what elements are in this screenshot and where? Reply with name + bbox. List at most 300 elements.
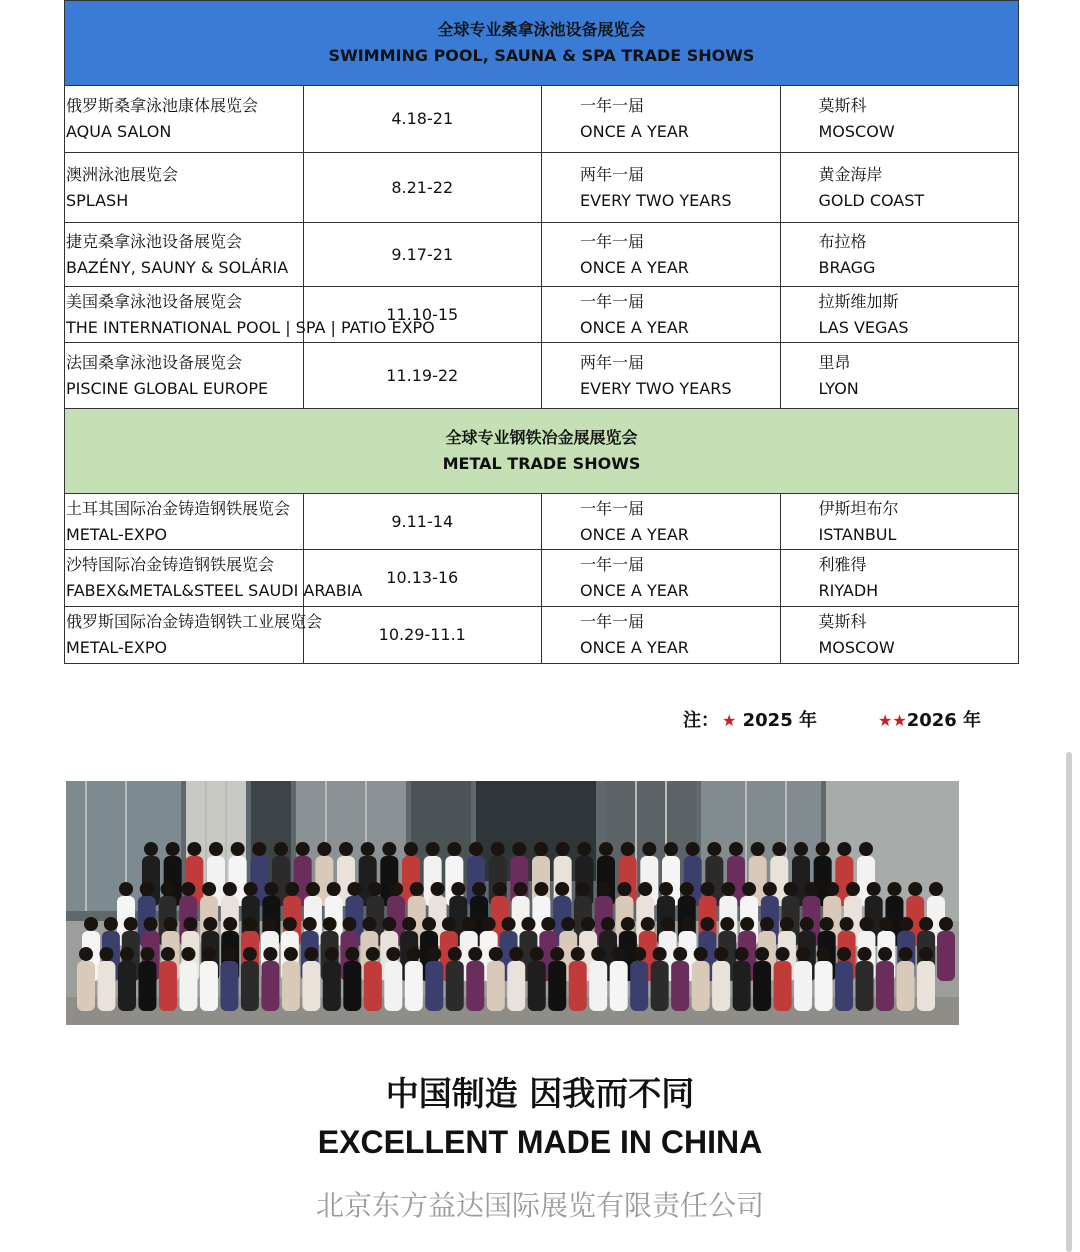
frequency-en: ONCE A YEAR (580, 581, 689, 600)
person-body (364, 961, 382, 1011)
city-cn: 黄金海岸 (818, 164, 883, 184)
person-head (327, 882, 341, 896)
person-head (794, 842, 808, 856)
person-head (661, 917, 675, 931)
person-body (589, 961, 607, 1011)
show-city (780, 86, 1019, 153)
person-head (867, 882, 881, 896)
person-head (345, 947, 359, 961)
frequency-en: EVERY TWO YEARS (580, 378, 732, 398)
person-head (700, 917, 714, 931)
person-head (653, 947, 667, 961)
person-head (283, 917, 297, 931)
show-date: 11.19-22 (303, 343, 542, 409)
person-body (630, 961, 648, 1011)
person-head (164, 917, 178, 931)
person-head (252, 842, 266, 856)
frequency-cn: 两年一届 (580, 352, 645, 372)
person-body (261, 961, 279, 1011)
person-body (343, 961, 361, 1011)
person-head (820, 917, 834, 931)
person-head (858, 947, 872, 961)
scrollbar[interactable] (1066, 752, 1072, 1252)
person-head (263, 947, 277, 961)
person-head (203, 917, 217, 931)
show-date: 10.29-11.1 (303, 607, 542, 664)
person-head (534, 882, 548, 896)
person-head (468, 947, 482, 961)
city-en: GOLD COAST (818, 190, 925, 210)
person-body (220, 961, 238, 1011)
person-head (859, 917, 873, 931)
show-date: 10.13-16 (303, 550, 542, 607)
show-city (780, 153, 1019, 223)
person-head (760, 917, 774, 931)
person-body (753, 961, 771, 1011)
table-row (65, 494, 1019, 550)
person-head (576, 882, 590, 896)
person-head (493, 882, 507, 896)
show-name (65, 343, 304, 409)
person-body (876, 961, 894, 1011)
table-row (65, 343, 1019, 409)
person-body (384, 961, 402, 1011)
person-head (550, 947, 564, 961)
person-body (405, 961, 423, 1011)
table-row (65, 607, 1019, 664)
person-head (491, 842, 505, 856)
show-name-cn: 土耳其国际冶金铸造钢铁展览会 (66, 498, 291, 518)
person-body (507, 961, 525, 1011)
person-head (144, 842, 158, 856)
person-body (77, 961, 95, 1011)
frequency-cn: 一年一届 (580, 291, 645, 311)
frequency-cn: 一年一届 (580, 612, 645, 631)
person-head (751, 842, 765, 856)
person-head (410, 882, 424, 896)
person-head (187, 842, 201, 856)
pool-title-cn: 全球专业桑拿泳池设备展览会 (437, 20, 646, 39)
frequency-en: ONCE A YEAR (580, 122, 689, 141)
show-name-en: THE INTERNATIONAL POOL | SPA | PATIO EXPO (66, 317, 435, 337)
person-head (181, 882, 195, 896)
year-legend (0, 706, 1080, 736)
city-cn: 莫斯科 (818, 96, 867, 115)
slogan-english: EXCELLENT MADE IN CHINA (317, 1124, 763, 1160)
person-head (202, 947, 216, 961)
person-head (386, 947, 400, 961)
person-head (673, 947, 687, 961)
person-head (707, 842, 721, 856)
person-head (632, 947, 646, 961)
person-head (140, 882, 154, 896)
person-head (591, 947, 605, 961)
person-head (740, 917, 754, 931)
trade-show-table (64, 0, 1019, 664)
group-photo-icon (66, 781, 959, 1025)
person-head (202, 882, 216, 896)
show-name-en: METAL-EXPO (66, 524, 168, 544)
person-head (285, 882, 299, 896)
city-en: LAS VEGAS (818, 317, 909, 337)
show-name (65, 86, 304, 153)
show-name-en: SPLASH (66, 190, 129, 210)
person-head (581, 917, 595, 931)
show-city (780, 550, 1019, 607)
show-frequency (542, 223, 781, 287)
person-head (339, 842, 353, 856)
slogan-chinese: 中国制造 因我而不同 (385, 1074, 695, 1113)
person-head (714, 947, 728, 961)
person-head (161, 882, 175, 896)
show-date: 11.10-15 (303, 287, 542, 343)
person-head (512, 842, 526, 856)
show-name-cn: 澳洲泳池展览会 (66, 164, 179, 184)
person-head (556, 842, 570, 856)
show-date: 9.11-14 (303, 494, 542, 550)
person-head (530, 947, 544, 961)
frequency-cn: 一年一届 (580, 96, 645, 115)
person-head (577, 842, 591, 856)
person-body (917, 961, 935, 1011)
person-head (817, 947, 831, 961)
person-head (347, 882, 361, 896)
person-body (835, 961, 853, 1011)
show-date: 4.18-21 (303, 86, 542, 153)
legend-2025 (722, 706, 817, 732)
person-head (209, 842, 223, 856)
person-head (426, 842, 440, 856)
show-name-cn: 美国桑拿泳池设备展览会 (66, 291, 243, 311)
person-body (671, 961, 689, 1011)
person-head (879, 917, 893, 931)
person-head (664, 842, 678, 856)
show-name (65, 550, 363, 607)
person-head (509, 947, 523, 961)
person-head (825, 882, 839, 896)
show-frequency (542, 86, 781, 153)
person-head (878, 947, 892, 961)
person-head (382, 917, 396, 931)
show-name-en: AQUA SALON (66, 122, 172, 141)
show-name-cn: 俄罗斯桑拿泳池康体展览会 (66, 96, 259, 115)
person-head (686, 842, 700, 856)
person-body (97, 961, 115, 1011)
person-head (181, 947, 195, 961)
person-head (140, 947, 154, 961)
person-head (447, 842, 461, 856)
city-cn: 布拉格 (818, 231, 867, 251)
person-body (528, 961, 546, 1011)
person-head (448, 947, 462, 961)
show-name-cn: 捷克桑拿泳池设备展览会 (66, 231, 243, 251)
person-body (733, 961, 751, 1011)
city-en: RIYADH (818, 581, 879, 600)
person-head (742, 882, 756, 896)
show-city (780, 343, 1019, 409)
person-head (389, 882, 403, 896)
metal-title-en: METAL TRADE SHOWS (442, 454, 641, 473)
person-head (521, 917, 535, 931)
person-head (161, 947, 175, 961)
person-head (422, 917, 436, 931)
legend-2026 (878, 706, 981, 732)
person-body (610, 961, 628, 1011)
person-head (763, 882, 777, 896)
person-head (325, 947, 339, 961)
frequency-en: ONCE A YEAR (580, 524, 689, 544)
person-body (794, 961, 812, 1011)
city-cn: 伊斯坦布尔 (818, 498, 899, 518)
pool-section-header (65, 1, 1019, 86)
star-icon: ★ (722, 711, 737, 730)
person-head (303, 917, 317, 931)
show-city (780, 494, 1019, 550)
person-head (317, 842, 331, 856)
frequency-en: ONCE A YEAR (580, 638, 689, 657)
pool-title-en: SWIMMING POOL, SAUNA & SPA TRADE SHOWS (328, 46, 755, 65)
person-head (407, 947, 421, 961)
person-head (800, 917, 814, 931)
legend-year-two: 2026 年 (906, 710, 982, 731)
frequency-cn: 两年一届 (580, 164, 645, 184)
person-head (342, 917, 356, 931)
metal-title-cn: 全球专业钢铁冶金展展览会 (445, 428, 638, 447)
person-head (427, 947, 441, 961)
person-head (929, 882, 943, 896)
person-head (472, 882, 486, 896)
person-head (784, 882, 798, 896)
person-head (597, 882, 611, 896)
pool-section-title (65, 1, 1019, 86)
person-head (104, 917, 118, 931)
person-head (362, 917, 376, 931)
person-head (119, 882, 133, 896)
city-cn: 拉斯维加斯 (818, 291, 899, 311)
table-row (65, 86, 1019, 153)
city-en: MOSCOW (818, 638, 895, 657)
person-head (642, 842, 656, 856)
person-body (200, 961, 218, 1011)
group-photo-illustration (66, 781, 959, 1025)
person-head (120, 947, 134, 961)
show-name (65, 494, 304, 550)
show-frequency (542, 607, 781, 664)
person-head (796, 947, 810, 961)
person-head (721, 882, 735, 896)
show-name-en: BAZÉNY, SAUNY & SOLÁRIA (66, 257, 289, 277)
person-head (296, 842, 310, 856)
person-head (816, 842, 830, 856)
person-head (541, 917, 555, 931)
person-body (159, 961, 177, 1011)
person-body (712, 961, 730, 1011)
show-name-en: PISCINE GLOBAL EUROPE (66, 378, 269, 398)
person-head (124, 917, 138, 931)
show-frequency (542, 550, 781, 607)
person-head (402, 917, 416, 931)
person-head (451, 882, 465, 896)
city-en: MOSCOW (818, 122, 895, 141)
table-row (65, 153, 1019, 223)
person-head (431, 882, 445, 896)
person-head (617, 882, 631, 896)
person-head (366, 947, 380, 961)
person-head (469, 842, 483, 856)
person-head (274, 842, 288, 856)
table-row (65, 223, 1019, 287)
person-head (919, 947, 933, 961)
person-head (621, 842, 635, 856)
person-head (306, 882, 320, 896)
city-cn: 利雅得 (818, 555, 867, 574)
person-head (720, 917, 734, 931)
person-head (939, 917, 953, 931)
person-head (612, 947, 626, 961)
person-head (404, 842, 418, 856)
show-frequency (542, 343, 781, 409)
person-body (466, 961, 484, 1011)
person-head (222, 947, 236, 961)
person-body (241, 961, 259, 1011)
person-head (621, 917, 635, 931)
city-en: LYON (818, 378, 859, 398)
show-name-cn: 沙特国际冶金铸造钢铁展览会 (66, 555, 275, 574)
show-name (65, 223, 304, 287)
person-body (569, 961, 587, 1011)
show-name-cn: 俄罗斯国际冶金铸造钢铁工业展览会 (66, 612, 323, 631)
city-cn: 里昂 (818, 352, 851, 372)
show-city (780, 223, 1019, 287)
person-head (899, 917, 913, 931)
person-head (681, 917, 695, 931)
person-body (446, 961, 464, 1011)
person-head (859, 842, 873, 856)
legend-note-label: 注： (683, 710, 719, 731)
person-head (804, 882, 818, 896)
show-frequency (542, 153, 781, 223)
person-head (694, 947, 708, 961)
metal-section-header (65, 409, 1019, 494)
frequency-cn: 一年一届 (580, 555, 645, 574)
person-head (601, 917, 615, 931)
double-star-icon: ★★ (878, 711, 907, 730)
person-head (442, 917, 456, 931)
person-head (908, 882, 922, 896)
person-head (482, 917, 496, 931)
person-head (243, 917, 257, 931)
person-head (837, 842, 851, 856)
person-head (231, 842, 245, 856)
table-row (65, 550, 1019, 607)
person-body (897, 961, 915, 1011)
person-body (692, 961, 710, 1011)
person-head (304, 947, 318, 961)
person-head (244, 882, 258, 896)
person-body (548, 961, 566, 1011)
person-head (919, 917, 933, 931)
person-head (489, 947, 503, 961)
person-head (561, 917, 575, 931)
person-body (282, 961, 300, 1011)
person-body (118, 961, 136, 1011)
person-head (840, 917, 854, 931)
person-head (368, 882, 382, 896)
person-body (179, 961, 197, 1011)
person-head (323, 917, 337, 931)
show-name (65, 607, 323, 664)
person-head (263, 917, 277, 931)
person-head (729, 842, 743, 856)
person-body (937, 931, 955, 981)
person-head (555, 882, 569, 896)
person-head (243, 947, 257, 961)
show-name-en: FABEX&METAL&STEEL SAUDI ARABIA (66, 581, 363, 600)
person-body (302, 961, 320, 1011)
person-head (599, 842, 613, 856)
person-body (774, 961, 792, 1011)
person-body (651, 961, 669, 1011)
person-head (361, 842, 375, 856)
show-date: 9.17-21 (303, 223, 542, 287)
city-cn: 莫斯科 (818, 612, 867, 631)
person-head (571, 947, 585, 961)
person-head (638, 882, 652, 896)
person-head (776, 947, 790, 961)
person-head (183, 917, 197, 931)
person-head (899, 947, 913, 961)
person-body (138, 961, 156, 1011)
person-head (79, 947, 93, 961)
person-head (264, 882, 278, 896)
person-head (680, 882, 694, 896)
show-name-en: METAL-EXPO (66, 638, 168, 657)
metal-section-title (65, 409, 1019, 494)
show-city (780, 287, 1019, 343)
city-en: BRAGG (818, 257, 876, 277)
person-head (462, 917, 476, 931)
person-body (856, 961, 874, 1011)
person-head (846, 882, 860, 896)
show-frequency (542, 494, 781, 550)
show-date: 8.21-22 (303, 153, 542, 223)
show-frequency (542, 287, 781, 343)
person-head (502, 917, 516, 931)
frequency-cn: 一年一届 (580, 498, 645, 518)
person-head (144, 917, 158, 931)
company-name: 北京东方益达国际展览有限责任公司 (315, 1189, 764, 1222)
person-body (487, 961, 505, 1011)
legend-year-one: 2025 年 (742, 710, 817, 731)
person-head (887, 882, 901, 896)
person-head (99, 947, 113, 961)
person-head (701, 882, 715, 896)
person-head (284, 947, 298, 961)
person-body (425, 961, 443, 1011)
person-head (772, 842, 786, 856)
person-head (641, 917, 655, 931)
person-head (837, 947, 851, 961)
person-head (534, 842, 548, 856)
frequency-en: ONCE A YEAR (580, 257, 689, 277)
person-body (815, 961, 833, 1011)
person-head (659, 882, 673, 896)
person-head (166, 842, 180, 856)
person-head (84, 917, 98, 931)
person-head (755, 947, 769, 961)
person-head (223, 882, 237, 896)
show-name (65, 153, 304, 223)
